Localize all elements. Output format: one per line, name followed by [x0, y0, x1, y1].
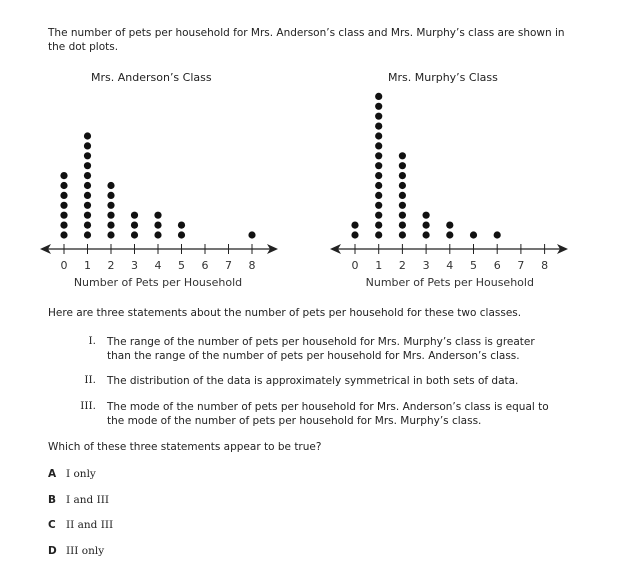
- tick-label: 0: [60, 259, 68, 272]
- data-dot: [423, 212, 430, 219]
- data-dot: [60, 172, 67, 179]
- tick-label: 4: [154, 259, 162, 272]
- data-dot: [375, 152, 382, 159]
- statement-line: The range of the number of pets per household for Mrs. Murphy’s class is greater: [107, 336, 535, 348]
- data-dot: [351, 231, 358, 238]
- statement-line: The mode of the number of pets per household for Mrs. Anderson’s class is equal to: [107, 401, 549, 413]
- data-dot: [399, 231, 406, 238]
- data-dot: [375, 231, 382, 238]
- tick-label: 8: [248, 259, 256, 272]
- tick-label: 1: [84, 259, 91, 272]
- statement-number: III.: [80, 400, 96, 412]
- question: Which of these three statements appear to be true?: [48, 441, 322, 453]
- statement-number: I.: [88, 335, 96, 347]
- data-dot: [446, 222, 453, 229]
- statement-line: the mode of the number of pets per household for Mrs. Murphy’s class.: [107, 415, 482, 427]
- data-dot: [399, 172, 406, 179]
- data-dot: [131, 231, 138, 238]
- data-dot: [423, 222, 430, 229]
- tick-label: 5: [178, 259, 185, 272]
- data-dot: [60, 222, 67, 229]
- tick-label: 2: [107, 259, 115, 272]
- tick-label: 0: [351, 259, 359, 272]
- data-dot: [107, 192, 114, 199]
- option-letter: A: [48, 468, 57, 480]
- data-dot: [84, 222, 91, 229]
- option-letter: B: [48, 493, 57, 506]
- statement-line: than the range of the number of pets per household for Mrs. Anderson’s class.: [107, 350, 520, 362]
- statement-number: II.: [84, 374, 96, 386]
- data-dot: [84, 192, 91, 199]
- data-dot: [375, 123, 382, 130]
- data-dot: [60, 192, 67, 199]
- data-dot: [375, 132, 382, 139]
- answer-option-b[interactable]: [48, 494, 109, 506]
- data-dot: [399, 212, 406, 219]
- data-dot: [399, 162, 406, 169]
- data-dot: [375, 93, 382, 100]
- data-dot: [84, 162, 91, 169]
- data-dot: [60, 231, 67, 238]
- tick-label: 7: [517, 259, 525, 272]
- data-dot: [248, 231, 255, 238]
- data-dot: [375, 113, 382, 120]
- answer-option-d[interactable]: [48, 545, 104, 557]
- data-dot: [84, 182, 91, 189]
- data-dot: [84, 231, 91, 238]
- tick-label: 7: [225, 259, 232, 272]
- option-text: I only: [66, 468, 96, 480]
- data-dot: [131, 212, 138, 219]
- data-dot: [375, 192, 382, 199]
- option-text: I and III: [66, 493, 110, 506]
- data-dot: [107, 182, 114, 189]
- option-letter: C: [48, 519, 56, 531]
- answer-option-a[interactable]: [48, 468, 96, 480]
- tick-label: 6: [493, 259, 501, 272]
- option-text: II and III: [66, 519, 114, 531]
- data-dot: [399, 202, 406, 209]
- x-axis-label: Number of Pets per Household: [73, 276, 243, 289]
- data-dot: [375, 182, 382, 189]
- data-dot: [446, 231, 453, 238]
- data-dot: [107, 222, 114, 229]
- data-dot: [84, 202, 91, 209]
- statement-line: The distribution of the data is approximately symmetrical in both sets of data.: [107, 375, 519, 387]
- data-dot: [84, 132, 91, 139]
- data-dot: [351, 222, 358, 229]
- data-dot: [375, 202, 382, 209]
- data-dot: [60, 202, 67, 209]
- x-axis-label: Number of Pets per Household: [365, 276, 534, 289]
- data-dot: [375, 142, 382, 149]
- answer-option-c[interactable]: [48, 519, 113, 531]
- data-dot: [375, 162, 382, 169]
- data-dot: [399, 182, 406, 189]
- data-dot: [494, 231, 501, 238]
- data-dot: [399, 152, 406, 159]
- data-dot: [470, 231, 477, 238]
- data-dot: [375, 172, 382, 179]
- data-dot: [131, 222, 138, 229]
- data-dot: [375, 212, 382, 219]
- intro-text: The number of pets per household for Mrs. Anderson’s class and Mrs. Murphy’s class are shown in the dot plots.: [48, 27, 565, 53]
- data-dot: [375, 103, 382, 110]
- data-dot: [423, 231, 430, 238]
- data-dot: [107, 202, 114, 209]
- data-dot: [154, 231, 161, 238]
- data-dot: [178, 231, 185, 238]
- data-dot: [154, 212, 161, 219]
- data-dot: [84, 142, 91, 149]
- option-text: III only: [66, 544, 105, 557]
- tick-label: 8: [541, 259, 549, 272]
- tick-label: 3: [131, 259, 138, 272]
- data-dot: [84, 212, 91, 219]
- option-letter: D: [48, 544, 57, 557]
- tick-label: 5: [470, 259, 477, 272]
- data-dot: [178, 222, 185, 229]
- data-dot: [107, 212, 114, 219]
- data-dot: [154, 222, 161, 229]
- tick-label: 6: [201, 259, 209, 272]
- chart-title-anderson: Mrs. Anderson’s Class: [91, 71, 212, 84]
- data-dot: [84, 172, 91, 179]
- data-dot: [60, 212, 67, 219]
- statements-lead: Here are three statements about the number of pets per household for these two classes.: [48, 307, 522, 319]
- tick-label: 3: [422, 259, 430, 272]
- tick-label: 1: [375, 259, 383, 272]
- data-dot: [107, 231, 114, 238]
- tick-label: 2: [398, 259, 406, 272]
- tick-label: 4: [446, 259, 454, 272]
- data-dot: [399, 222, 406, 229]
- chart-title-murphy: Mrs. Murphy’s Class: [388, 71, 498, 84]
- data-dot: [84, 152, 91, 159]
- data-dot: [399, 192, 406, 199]
- data-dot: [375, 222, 382, 229]
- data-dot: [60, 182, 67, 189]
